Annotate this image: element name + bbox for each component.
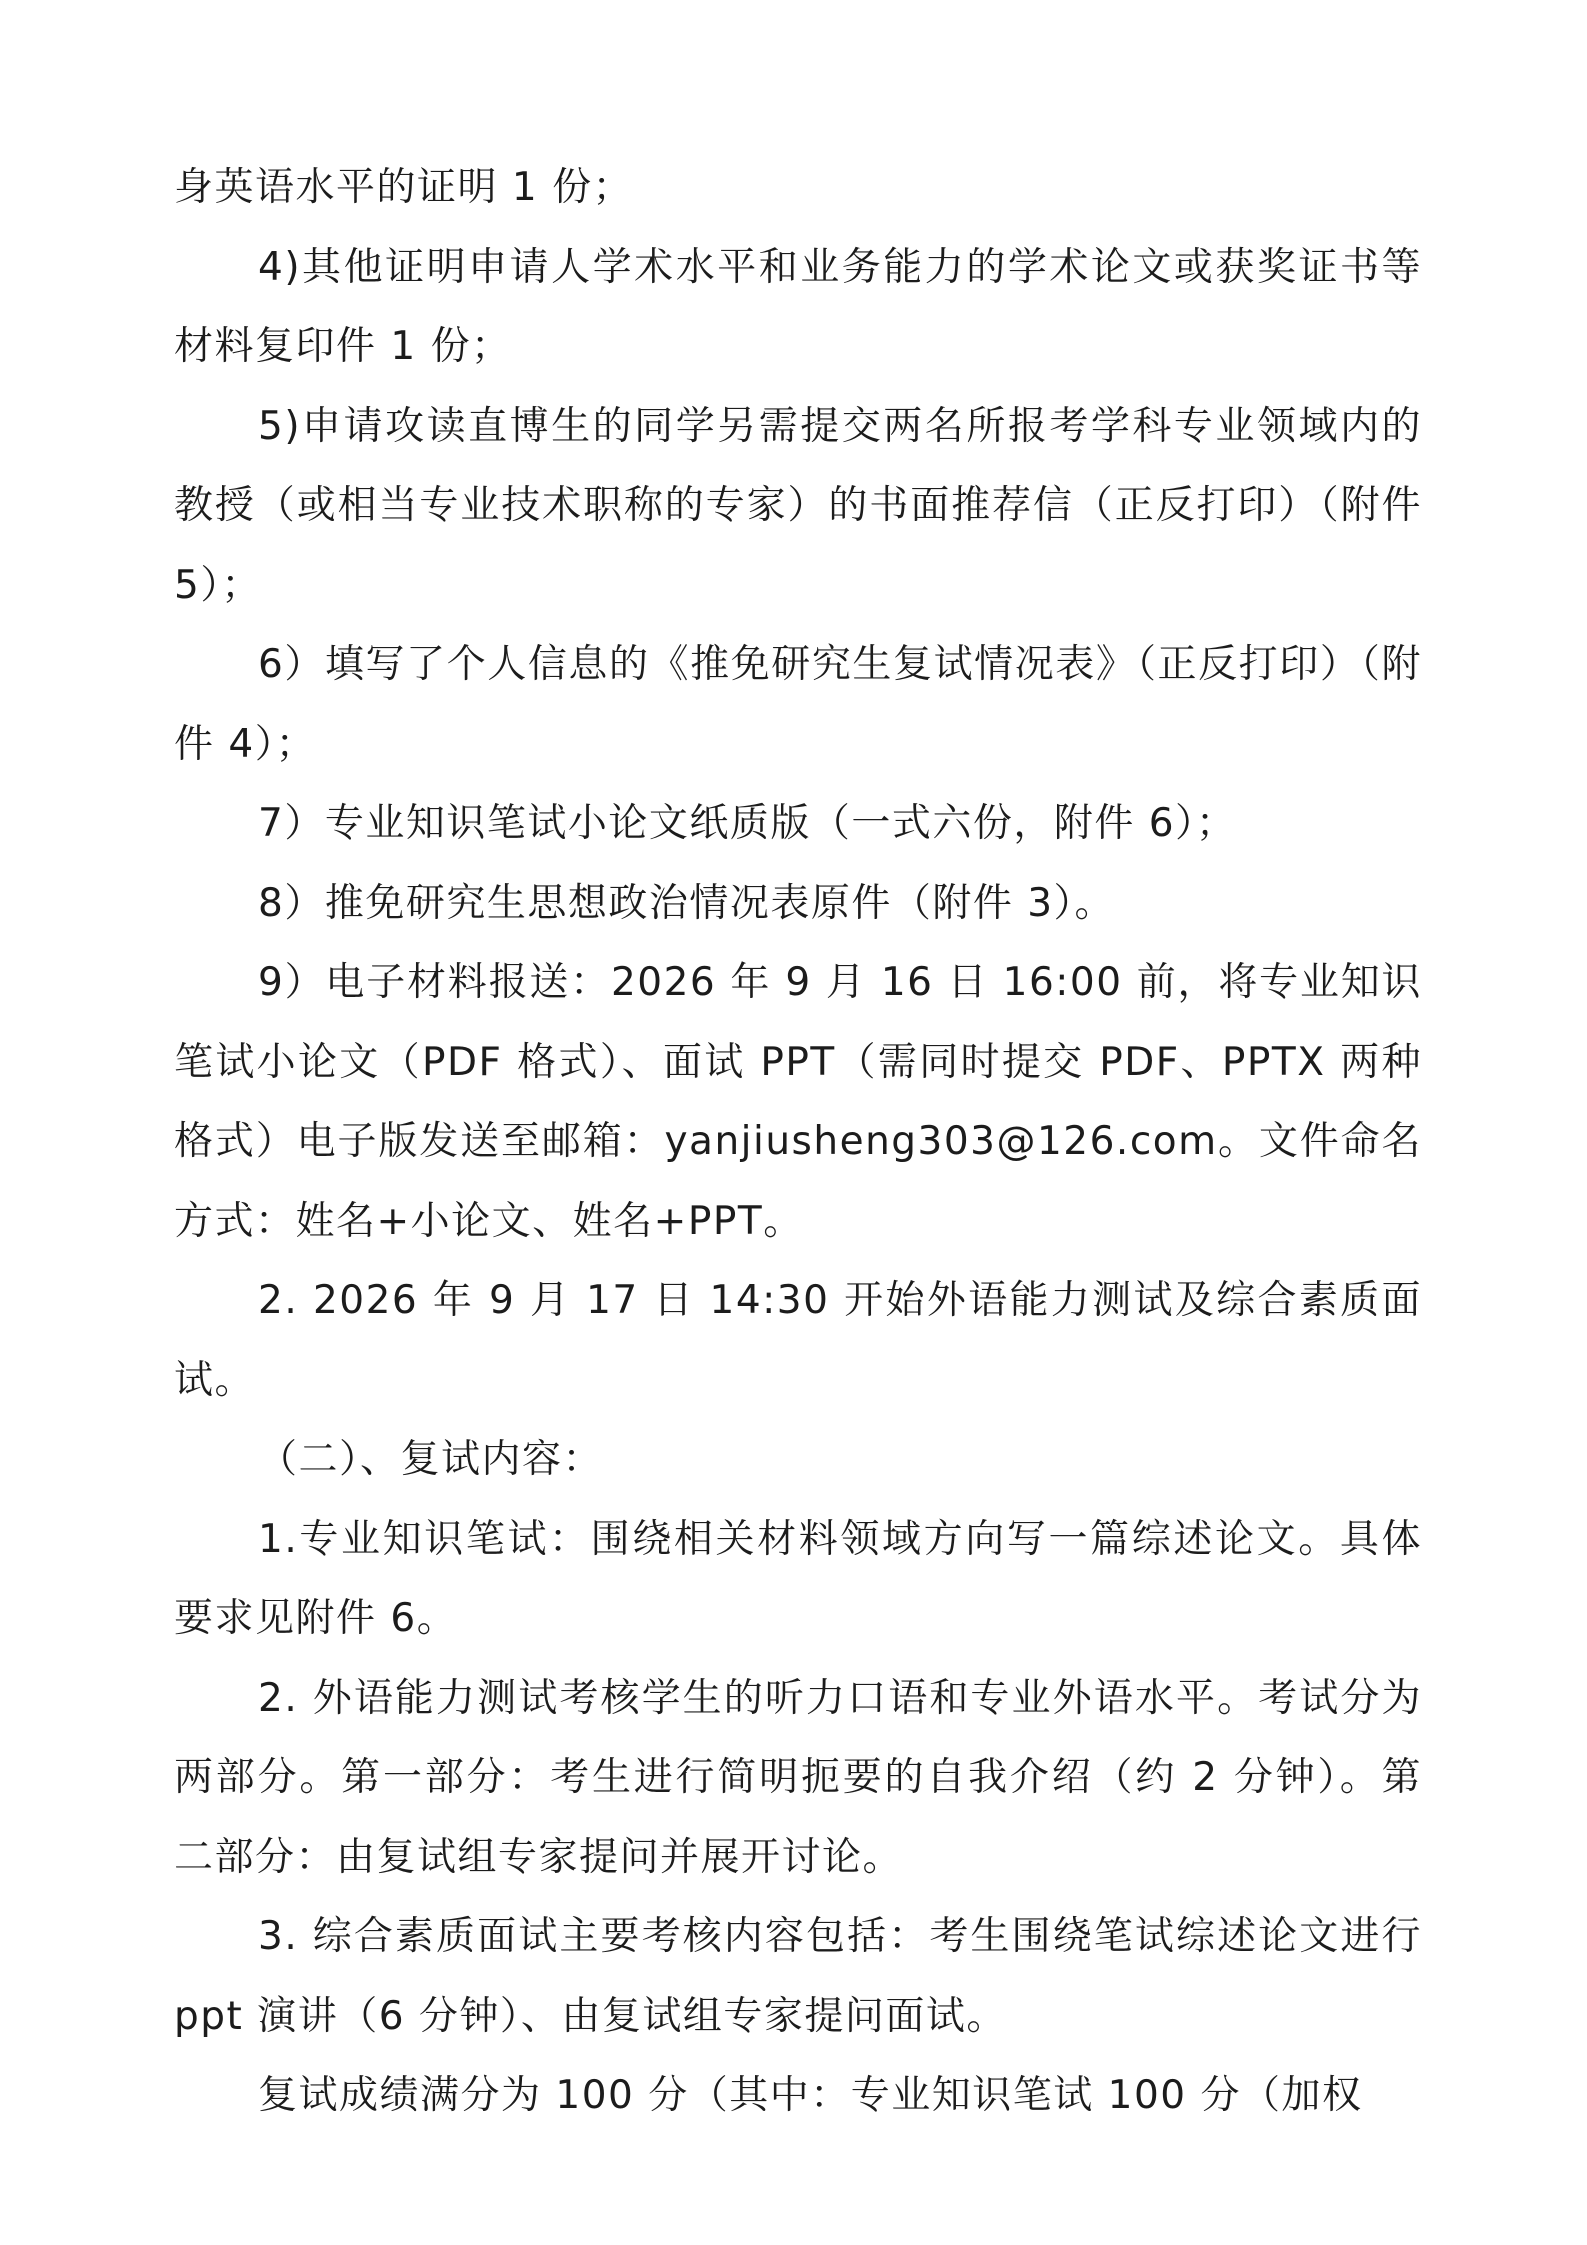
paragraph-exam-schedule: 2. 2026 年 9 月 17 日 14:30 开始外语能力测试及综合素质面试。 (174, 1278, 1422, 1403)
paragraph-item-5: 5)申请攻读直博生的同学另需提交两名所报考学科专业领域内的教授（或相当专业技术职称的专家）的书面推荐信（正反打印）（附件 5）； (174, 403, 1422, 608)
paragraph-interview: 3. 综合素质面试主要考核内容包括：考生围绕笔试综述论文进行 ppt 演讲（6 分钟）、由复试组专家提问面试。 (174, 1914, 1422, 2039)
paragraph-item-8: 8）推免研究生思想政治情况表原件（附件 3）。 (258, 880, 1116, 926)
paragraph-score: 复试成绩满分为 100 分（其中：专业知识笔试 100 分（加权 (258, 2073, 1363, 2118)
paragraph-written-test: 1.专业知识笔试：围绕相关材料领域方向写一篇综述论文。具体要求见附件 6。 (174, 1516, 1422, 1641)
paragraph-english-proof: 身英语水平的证明 1 份； (174, 165, 634, 210)
paragraph-foreign-language-test: 2. 外语能力测试考核学生的听力口语和专业外语水平。考试分为两部分。第一部分：考生进行简明扼要的自我介绍（约 2 分钟）。第二部分：由复试组专家提问并展开讨论。 (174, 1675, 1422, 1880)
section-heading-retest-content: （二）、复试内容： (258, 1437, 604, 1482)
paragraph-item-6: 6）填写了个人信息的《推免研究生复试情况表》（正反打印）（附件 4）； (174, 642, 1422, 767)
paragraph-item-7: 7）专业知识笔试小论文纸质版（一式六份，附件 6）； (258, 801, 1237, 846)
paragraph-item-9: 9）电子材料报送：2026 年 9 月 16 日 16:00 前，将专业知识笔试小论文（PDF 格式）、面试 PPT（需同时提交 PDF、PPTX 两种格式）电子版发送至邮箱：yanjiusheng303@126.com。文件命名方式：姓名+小论文、姓名+PPT。 (174, 960, 1422, 1244)
paragraph-item-4: 4)其他证明申请人学术水平和业务能力的学术论文或获奖证书等材料复印件 1 份； (174, 244, 1422, 369)
document-body (174, 148, 1422, 2136)
